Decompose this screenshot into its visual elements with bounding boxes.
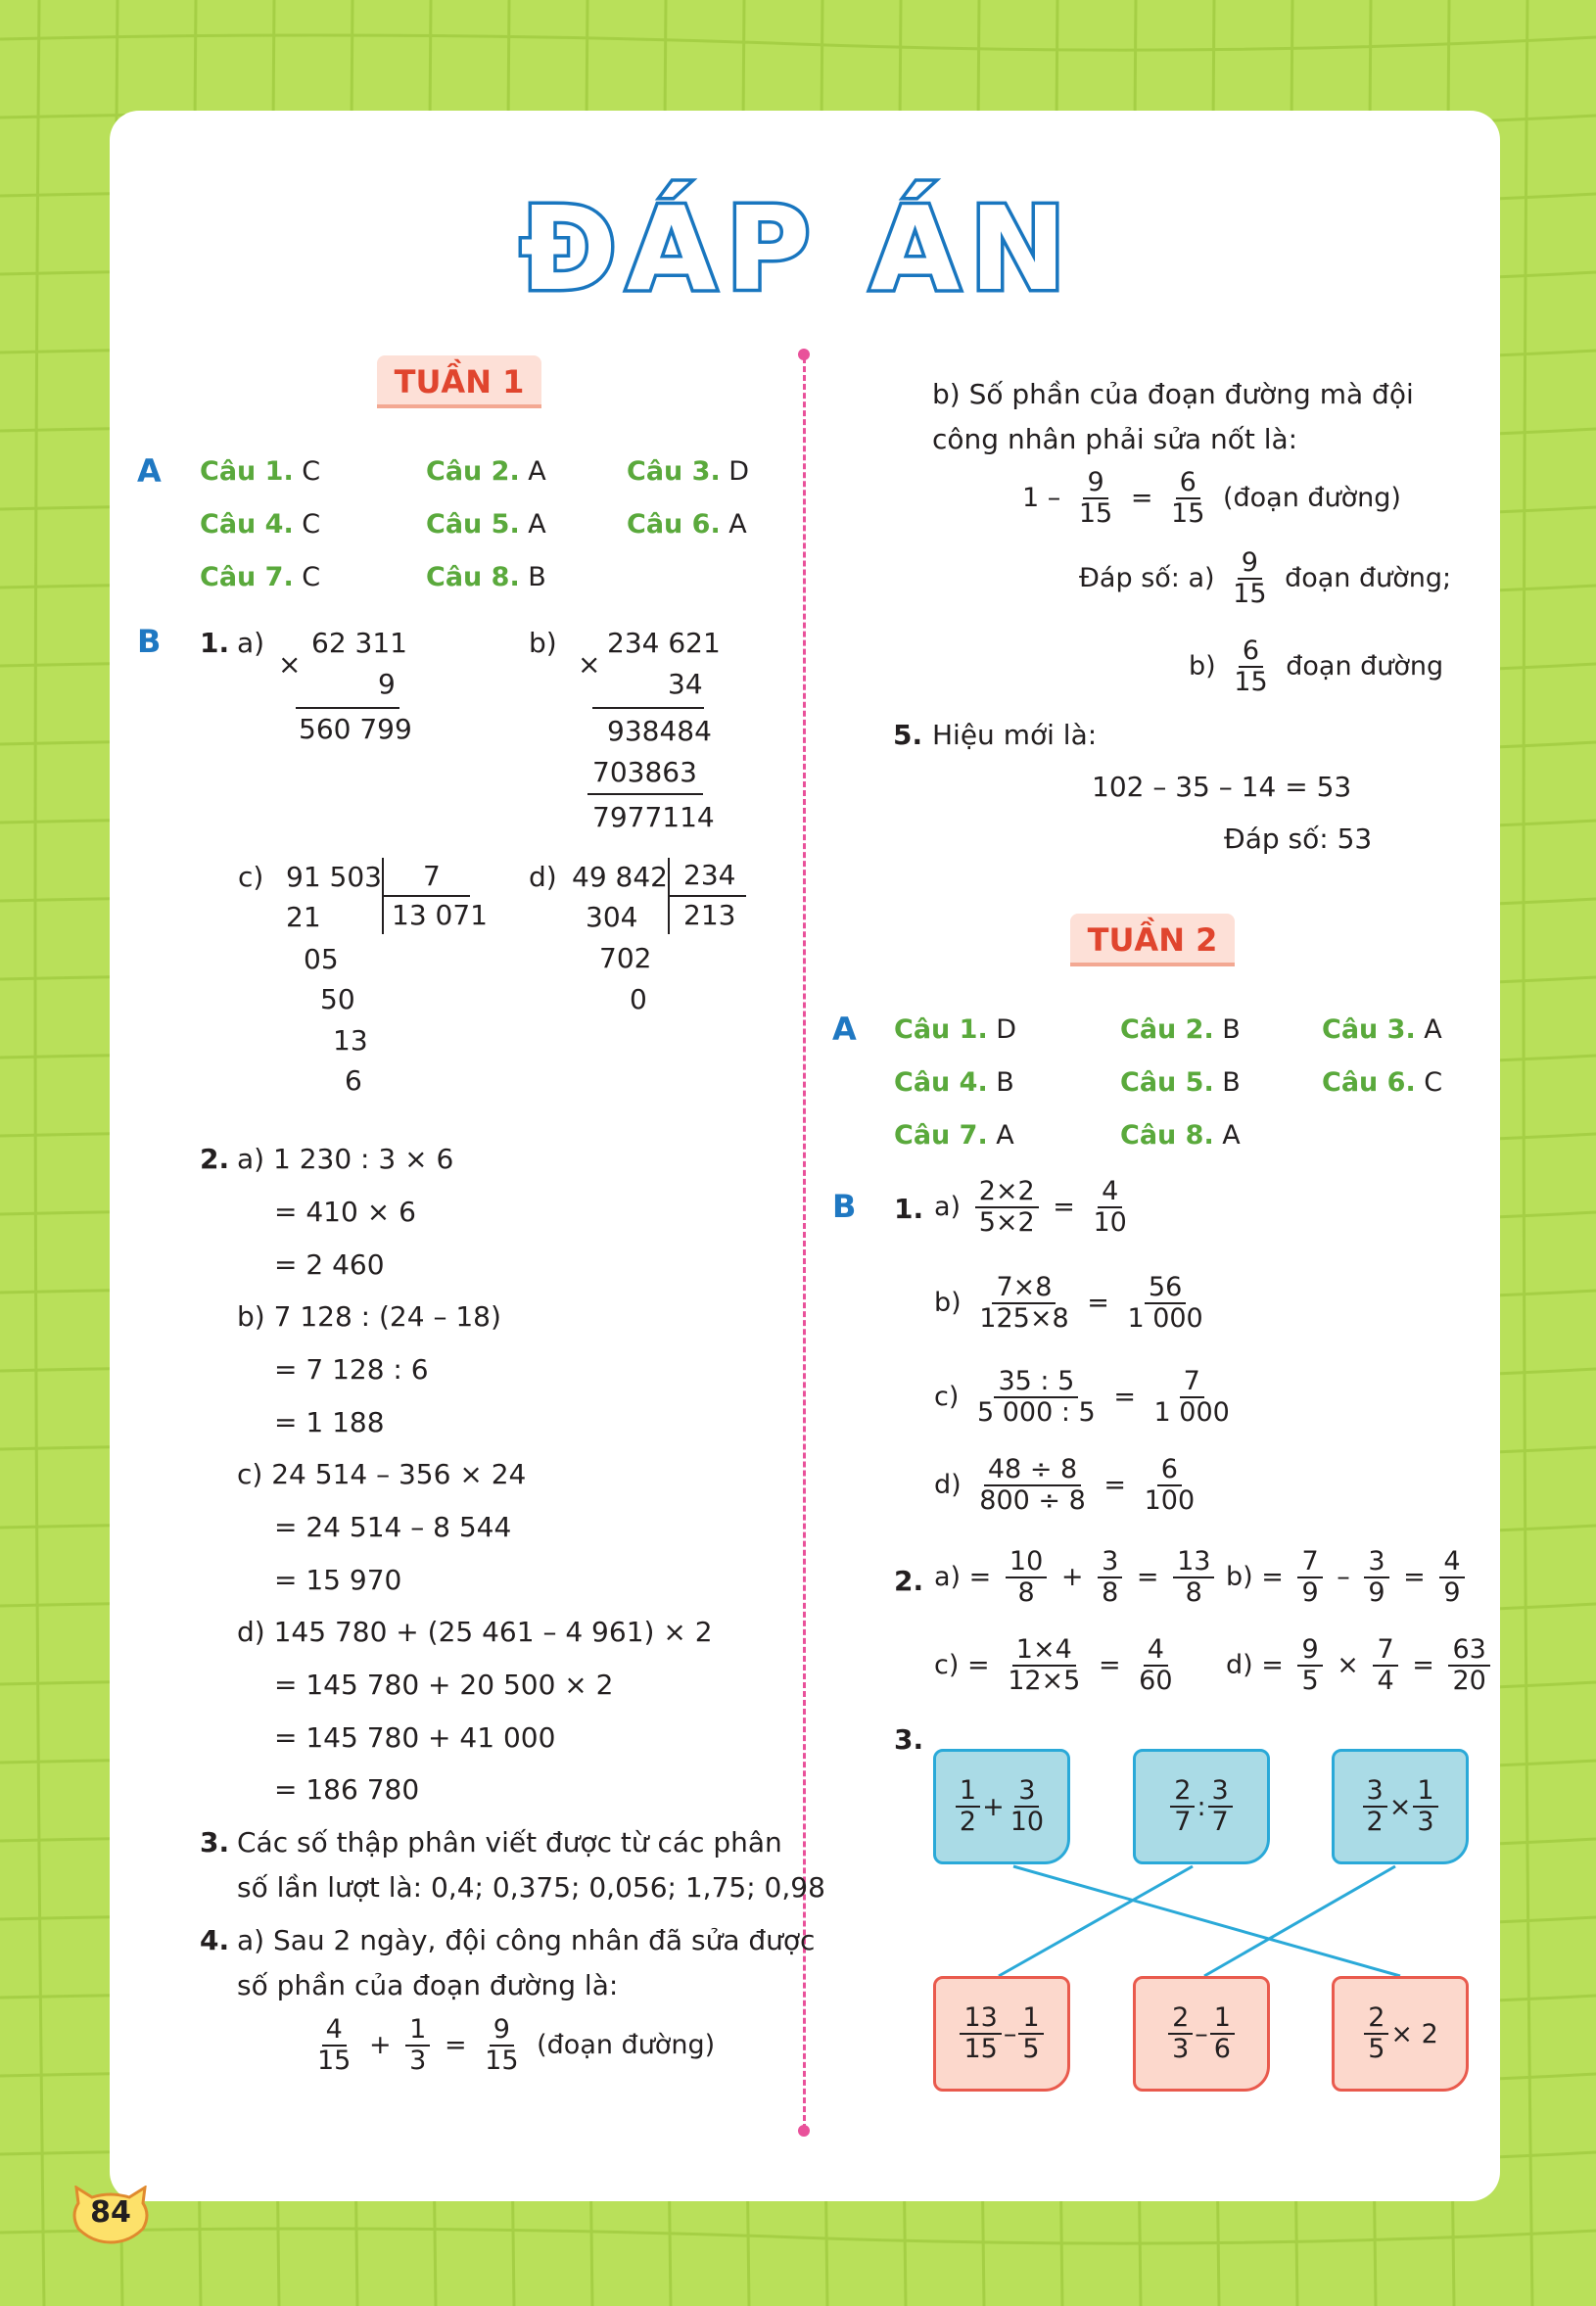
fraction: $\frac{4}{10}$: [1093, 1176, 1127, 1238]
left-answer-1: Câu 1. C: [200, 456, 321, 487]
left-q1c-label: c): [238, 861, 264, 893]
left-q2-line: = 186 780: [274, 1773, 420, 1806]
right-q1a: a) $\frac{2\times 2}{5\times 2}$ = $\frac{4}{10}$: [930, 1177, 1133, 1238]
left-section-a: A: [137, 452, 162, 490]
fraction: $\frac{2}{3}$: [1168, 2003, 1193, 2064]
fraction: $\frac{7}{9}$: [1297, 1547, 1322, 1608]
right-q5-calc: 102 – 35 – 14 = 53: [1092, 771, 1352, 803]
match-top-box-3[interactable]: $\frac{3}{2}$ × $\frac{1}{3}$: [1332, 1749, 1469, 1864]
left-q1b-label: b): [529, 627, 557, 659]
left-q1c-divisor: 7: [423, 860, 441, 892]
right-answer-7: Câu 7. A: [894, 1120, 1014, 1151]
fraction: $\frac{1}{3}$: [405, 2015, 430, 2076]
left-q2-line: = 1 188: [274, 1406, 385, 1438]
left-q1d-dividend: 49 842: [572, 861, 668, 893]
left-q1b-top: 234 621: [607, 627, 721, 659]
week-2-badge: TUẦN 2: [1070, 914, 1235, 966]
left-q1d-divisor: 234: [683, 859, 736, 891]
left-q2-line: = 145 780 + 20 500 × 2: [274, 1669, 614, 1701]
right-q2d: d) = $\frac{9}{5}$ × $\frac{7}{4}$ = $\frac{63}{20}$: [1222, 1635, 1492, 1696]
right-q5-number: 5.: [893, 719, 923, 751]
left-q2-line: = 145 780 + 41 000: [274, 1721, 556, 1754]
right-answer-3: Câu 3. A: [1322, 1014, 1442, 1045]
left-q2-line: a) 1 230 : 3 × 6: [237, 1143, 454, 1175]
left-q1d-label: d): [529, 861, 557, 893]
fraction: $\frac{9}{15}$: [1233, 547, 1267, 609]
left-q1b-sign: ×: [578, 648, 601, 681]
fraction: $\frac{3}{2}$: [1363, 1776, 1387, 1837]
fraction: $\frac{4}{60}$: [1139, 1634, 1173, 1696]
left-q1b-partial1: 938484: [607, 715, 712, 747]
page-title: ĐÁP ÁN: [520, 181, 1076, 316]
left-q1c-quotient: 13 071: [392, 899, 488, 931]
left-q2-line: = 15 970: [274, 1564, 402, 1596]
fraction: $\frac{48 \div 8}{800 \div 8}$: [979, 1454, 1086, 1516]
fraction: $\frac{10}{8}$: [1006, 1547, 1047, 1608]
right-q4b-answer-b: b) $\frac{6}{15}$ đoạn đường: [1189, 635, 1444, 697]
right-section-a: A: [832, 1011, 857, 1048]
right-answer-1: Câu 1. D: [894, 1014, 1017, 1045]
left-q1-number: 1.: [200, 627, 230, 659]
left-q1a-bottom: 9: [378, 668, 396, 700]
left-answer-3: Câu 3. D: [627, 456, 750, 487]
fraction: $\frac{1}{6}$: [1210, 2003, 1235, 2064]
right-q4b-answer-a: Đáp số: a) $\frac{9}{15}$ đoạn đường;: [1079, 547, 1452, 609]
left-q1d-quotient: 213: [683, 899, 736, 931]
left-answer-5: Câu 5. A: [426, 509, 546, 540]
left-q3-number: 3.: [200, 1826, 230, 1859]
match-bottom-box-2[interactable]: $\frac{2}{3}$ – $\frac{1}{6}$: [1133, 1976, 1270, 2092]
fraction: $\frac{3}{10}$: [1009, 1775, 1045, 1837]
fraction: $\frac{2}{5}$: [1364, 2003, 1388, 2064]
fraction: $\frac{6}{15}$: [1171, 467, 1205, 529]
left-q1c-dividend: 91 503: [286, 861, 382, 893]
page-number: 84: [90, 2195, 131, 2230]
match-top-box-2[interactable]: $\frac{2}{7}$ : $\frac{3}{7}$: [1133, 1749, 1270, 1864]
right-answer-6: Câu 6. C: [1322, 1067, 1443, 1098]
week-1-badge: TUẦN 1: [377, 355, 541, 408]
match-bottom-box-3[interactable]: $\frac{2}{5}$ × 2: [1332, 1976, 1469, 2092]
left-q4-line1: a) Sau 2 ngày, đội công nhân đã sửa được: [237, 1924, 816, 1956]
match-bottom-box-1[interactable]: $\frac{13}{15}$ – $\frac{1}{5}$: [933, 1976, 1070, 2092]
left-answer-6: Câu 6. A: [627, 509, 747, 540]
left-answer-2: Câu 2. A: [426, 456, 546, 487]
fraction: $\frac{6}{100}$: [1144, 1454, 1196, 1516]
fraction: $\frac{35 : 5}{5 000 : 5}$: [976, 1366, 1096, 1428]
right-answer-2: Câu 2. B: [1120, 1014, 1241, 1045]
left-q2-line: = 24 514 – 8 544: [274, 1511, 512, 1543]
match-top-box-1[interactable]: $\frac{1}{2}$ + $\frac{3}{10}$: [933, 1749, 1070, 1864]
left-q4-number: 4.: [200, 1924, 230, 1956]
left-q4-expression: $\frac{4}{15}$ + $\frac{1}{3}$ = $\frac{9}{15}$ (đoạn đường): [311, 2015, 719, 2076]
right-answer-4: Câu 4. B: [894, 1067, 1014, 1098]
left-q1d-step3: 0: [630, 983, 647, 1015]
fraction: $\frac{6}{15}$: [1234, 635, 1268, 697]
left-q1c-step2: 05: [304, 943, 339, 975]
left-q1d-step2: 702: [599, 942, 652, 974]
right-q1b: b) $\frac{7\times 8}{125\times 8}$ = $\frac{56}{1 000}$: [930, 1273, 1209, 1334]
left-q1b-bottom: 34: [668, 668, 703, 700]
right-q2b: b) = $\frac{7}{9}$ – $\frac{3}{9}$ = $\frac{4}{9}$: [1222, 1547, 1467, 1608]
right-q4b-expression: 1 – $\frac{9}{15}$ = $\frac{6}{15}$ (đoạn đường): [1022, 467, 1401, 529]
fraction: $\frac{7}{1 000}$: [1153, 1366, 1230, 1428]
left-q2-line: = 7 128 : 6: [274, 1353, 429, 1386]
fraction: $\frac{1}{2}$: [956, 1776, 980, 1837]
right-answer-5: Câu 5. B: [1120, 1067, 1241, 1098]
right-q5-text: Hiệu mới là:: [932, 719, 1098, 751]
fraction: $\frac{4}{9}$: [1439, 1547, 1464, 1608]
fraction: $\frac{63}{20}$: [1448, 1635, 1489, 1696]
left-q2-line: c) 24 514 – 356 × 24: [237, 1458, 527, 1490]
fraction: $\frac{3}{8}$: [1098, 1547, 1122, 1608]
left-answer-7: Câu 7. C: [200, 562, 321, 592]
left-q2-line: = 410 × 6: [274, 1196, 416, 1228]
match-line-3: [1204, 1866, 1395, 1976]
left-q2-number: 2.: [200, 1143, 230, 1175]
left-q2-line: = 2 460: [274, 1248, 385, 1281]
fraction: $\frac{3}{7}$: [1208, 1776, 1233, 1837]
left-q2-line: d) 145 780 + (25 461 – 4 961) × 2: [237, 1616, 713, 1648]
left-q1c-step3: 50: [320, 983, 355, 1015]
right-answer-8: Câu 8. A: [1120, 1120, 1241, 1151]
left-q1a-sign: ×: [278, 648, 302, 681]
right-q4b-line2: công nhân phải sửa nốt là:: [932, 423, 1298, 455]
left-q1c-step1: 21: [286, 901, 321, 933]
fraction: $\frac{9}{15}$: [485, 2014, 519, 2076]
right-q2c: c) = $\frac{1\times 4}{12\times 5}$ = $\frac{4}{60}$: [930, 1635, 1179, 1696]
left-q4-line2: số phần của đoạn đường là:: [237, 1969, 619, 2001]
fraction: $\frac{9}{5}$: [1297, 1635, 1322, 1696]
fraction: $\frac{1}{3}$: [1413, 1776, 1437, 1837]
left-q3-line2: số lần lượt là: 0,4; 0,375; 0,056; 1,75; 0,98: [237, 1871, 825, 1904]
right-q1d: d) $\frac{48 \div 8}{800 \div 8}$ = $\frac{6}{100}$: [930, 1455, 1200, 1516]
match-line-2: [999, 1866, 1193, 1976]
match-line-1: [1013, 1866, 1400, 1976]
fraction: $\frac{56}{1 000}$: [1127, 1272, 1203, 1334]
right-q1-number: 1.: [894, 1193, 924, 1225]
fraction: $\frac{13}{8}$: [1173, 1547, 1214, 1608]
fraction: $\frac{1\times 4}{12\times 5}$: [1008, 1634, 1081, 1696]
left-q1d-step1: 304: [586, 901, 638, 933]
fraction: $\frac{7\times 8}{125\times 8}$: [979, 1272, 1069, 1334]
right-q1c: c) $\frac{35 : 5}{5 000 : 5}$ = $\frac{7}{1 000}$: [930, 1367, 1236, 1428]
left-q1a-label: a): [237, 627, 265, 659]
left-q1c-step5: 6: [345, 1064, 362, 1097]
left-q1a-top: 62 311: [311, 627, 407, 659]
right-q2-number: 2.: [894, 1565, 924, 1597]
fraction: $\frac{4}{15}$: [317, 2014, 352, 2076]
right-q4b-line1: b) Số phần của đoạn đường mà đội: [932, 378, 1414, 410]
fraction: $\frac{7}{4}$: [1373, 1635, 1397, 1696]
right-q5-answer: Đáp số: 53: [1224, 823, 1373, 855]
left-answer-4: Câu 4. C: [200, 509, 321, 540]
left-answer-8: Câu 8. B: [426, 562, 546, 592]
fraction: $\frac{2}{7}$: [1170, 1776, 1195, 1837]
left-q1a-result: 560 799: [299, 713, 412, 745]
fraction: $\frac{9}{15}$: [1078, 467, 1113, 529]
left-q1b-partial2: 703863: [592, 756, 697, 788]
fraction: $\frac{1}{5}$: [1018, 2003, 1043, 2064]
right-q3-number: 3.: [894, 1723, 924, 1756]
left-q1c-step4: 13: [333, 1024, 368, 1057]
left-q1b-result: 7977114: [592, 801, 715, 833]
fraction: $\frac{2\times 2}{5\times 2}$: [975, 1177, 1039, 1238]
left-q2-line: b) 7 128 : (24 – 18): [237, 1300, 501, 1333]
left-q3-line1: Các số thập phân viết được từ các phân: [237, 1826, 782, 1859]
fraction: $\frac{3}{9}$: [1364, 1547, 1388, 1608]
left-section-b: B: [137, 623, 162, 660]
right-section-b: B: [832, 1188, 857, 1225]
right-q2a: a) = $\frac{10}{8}$ + $\frac{3}{8}$ = $\frac{13}{8}$: [930, 1547, 1216, 1608]
fraction: $\frac{13}{15}$: [960, 2003, 1001, 2064]
